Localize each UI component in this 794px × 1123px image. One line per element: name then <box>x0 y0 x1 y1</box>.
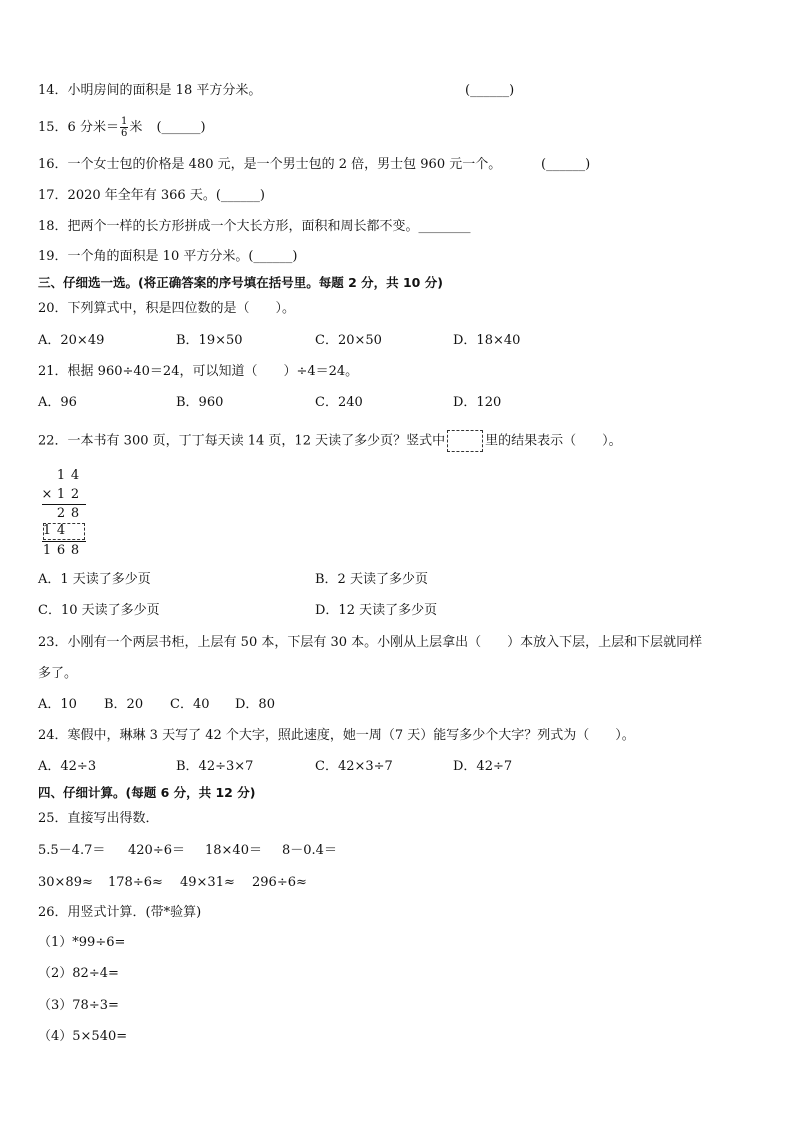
question-19-text: 19．一个角的面积是 10 平方分米。(______) <box>38 249 298 264</box>
question-15-prefix: 15．6 分米＝ <box>38 120 119 135</box>
fraction-numerator: 1 <box>120 116 128 127</box>
question-22-text-before: 22．一本书有 300 页，丁丁每天读 14 页，12 天读了多少页？竖式中 <box>38 433 446 449</box>
question-16-text: 16．一个女士包的价格是 480 元，是一个男士包的 2 倍，男士包 960 元一个。 <box>38 157 502 172</box>
q21-option-a[interactable]: A．96 <box>38 395 77 410</box>
q26-item-1: （1）*99÷6= <box>38 935 126 950</box>
digit: 1 <box>42 543 52 558</box>
question-19 <box>38 248 298 266</box>
q26-item-2: （2）82÷4= <box>38 966 119 981</box>
question-18 <box>38 218 471 236</box>
question-15 <box>38 116 206 139</box>
q22-option-c[interactable]: C．10 天读了多少页 <box>38 603 160 618</box>
q24-option-b[interactable]: B．42÷3×7 <box>176 759 254 774</box>
q23-option-c[interactable]: C．40 <box>170 697 210 712</box>
q25-item: 5.5－4.7＝ <box>38 843 106 858</box>
question-18-text: 18．把两个一样的长方形拼成一个大长方形，面积和周长都不变。________ <box>38 219 471 234</box>
question-14 <box>38 82 261 100</box>
fraction-denominator: 6 <box>120 128 128 139</box>
digit: 1 <box>56 487 66 502</box>
multiply-sign: × <box>41 487 53 502</box>
question-16-answer-blank[interactable]: (______) <box>541 157 591 172</box>
q20-option-b[interactable]: B．19×50 <box>176 333 243 348</box>
digit: 6 <box>56 543 66 558</box>
q23-option-d[interactable]: D．80 <box>235 697 275 712</box>
question-23-line-1: 23．小刚有一个两层书柜，上层有 50 本，下层有 30 本。小刚从上层拿出（ ）本放入下层，上层和下层就同样 <box>38 635 703 650</box>
digit: 8 <box>70 506 80 521</box>
vertical-row-2 <box>40 487 82 503</box>
q25-item: 30×89≈ <box>38 875 93 890</box>
question-22-text-after: 里的结果表示（ ）。 <box>485 433 622 449</box>
q25-item: 18×40＝ <box>205 843 262 858</box>
q24-option-c[interactable]: C．42×3÷7 <box>315 759 393 774</box>
q25-item: 178÷6≈ <box>108 875 163 890</box>
question-25: 25．直接写出得数． <box>38 811 159 826</box>
digit: 4 <box>56 523 66 538</box>
section-3-heading: 三、仔细选一选。(将正确答案的序号填在括号里。每题 2 分，共 10 分) <box>38 275 443 290</box>
q22-option-d[interactable]: D．12 天读了多少页 <box>315 603 438 618</box>
question-22 <box>38 430 622 452</box>
divider-line <box>42 541 86 542</box>
dashed-box-icon <box>447 430 483 452</box>
question-15-suffix: 米 <box>129 120 143 135</box>
divider-line <box>42 504 86 505</box>
question-16 <box>38 156 501 174</box>
question-14-text: 14．小明房间的面积是 18 平方分米。 <box>38 83 262 98</box>
question-17-text: 17．2020 年全年有 366 天。(______) <box>38 188 265 203</box>
question-26: 26．用竖式计算．(带*验算) <box>38 905 202 920</box>
question-21: 21．根据 960÷40＝24，可以知道（ ）÷4＝24。 <box>38 364 359 379</box>
vertical-row-1 <box>40 468 82 484</box>
q25-item: 49×31≈ <box>180 875 235 890</box>
digit: 4 <box>70 468 80 483</box>
digit: 2 <box>70 487 80 502</box>
question-17 <box>38 187 265 205</box>
q23-option-a[interactable]: A．10 <box>38 697 77 712</box>
q22-option-a[interactable]: A．1 天读了多少页 <box>38 572 151 587</box>
q25-item: 296÷6≈ <box>252 875 307 890</box>
digit: 1 <box>56 468 66 483</box>
question-24: 24．寒假中，琳琳 3 天写了 42 个大字，照此速度，她一周（7 天）能写多少个大字？列式为（ ）。 <box>38 728 635 743</box>
q20-option-a[interactable]: A．20×49 <box>38 333 105 348</box>
question-14-answer-blank[interactable]: (______) <box>465 83 515 98</box>
q26-item-3: （3）78÷3= <box>38 998 119 1013</box>
q24-option-d[interactable]: D．42÷7 <box>453 759 513 774</box>
q25-item: 8－0.4＝ <box>282 843 337 858</box>
q24-option-a[interactable]: A．42÷3 <box>38 759 97 774</box>
q21-option-d[interactable]: D．120 <box>453 395 502 410</box>
vertical-row-3 <box>40 506 82 522</box>
question-23-line-2: 多了。 <box>38 666 78 681</box>
digit: 2 <box>56 506 66 521</box>
digit: 1 <box>42 523 52 538</box>
q25-item: 420÷6＝ <box>128 843 185 858</box>
q20-option-d[interactable]: D．18×40 <box>453 333 521 348</box>
section-4-heading: 四、仔细计算。(每题 6 分，共 12 分) <box>38 785 256 800</box>
q26-item-4: （4）5×540= <box>38 1029 128 1044</box>
fraction-one-sixth <box>120 116 128 139</box>
question-15-answer-blank[interactable]: (______) <box>156 120 206 135</box>
q21-option-c[interactable]: C．240 <box>315 395 363 410</box>
vertical-row-4 <box>40 523 82 539</box>
question-20: 20．下列算式中，积是四位数的是（ ）。 <box>38 301 296 316</box>
q22-option-b[interactable]: B．2 天读了多少页 <box>315 572 428 587</box>
vertical-row-5 <box>40 543 82 559</box>
q20-option-c[interactable]: C．20×50 <box>315 333 382 348</box>
q21-option-b[interactable]: B．960 <box>176 395 224 410</box>
digit: 8 <box>70 543 80 558</box>
q23-option-b[interactable]: B．20 <box>104 697 144 712</box>
